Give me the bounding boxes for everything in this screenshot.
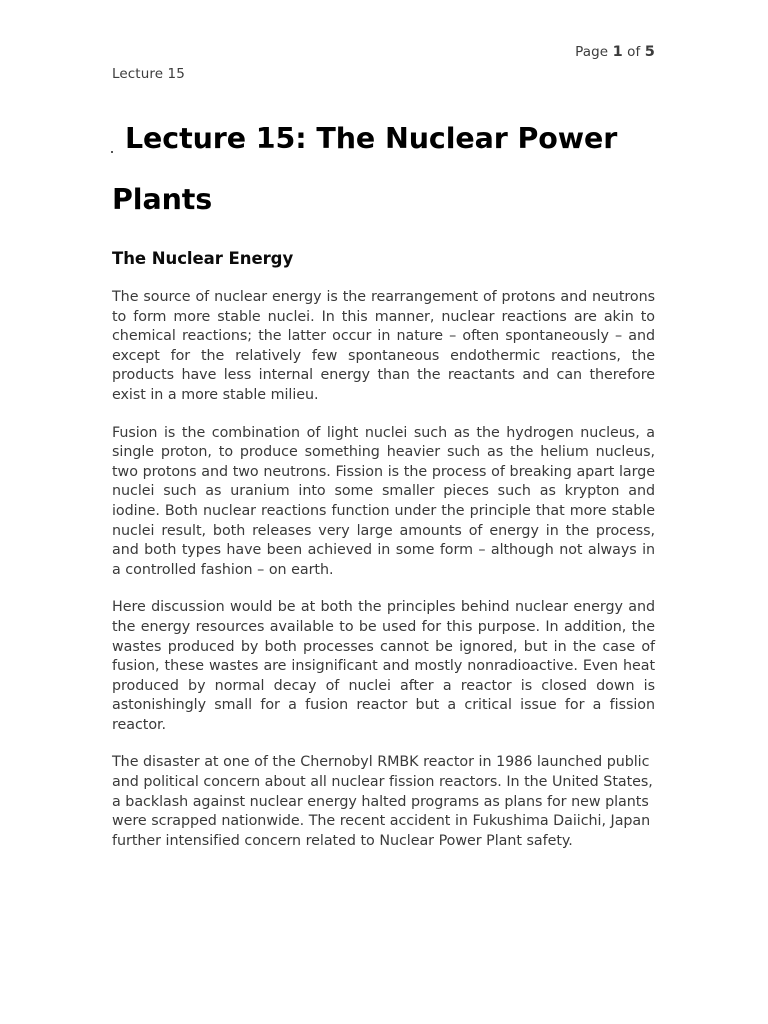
page-count-current: 1 — [612, 44, 623, 60]
page-count-indicator — [575, 44, 655, 60]
document-body — [112, 108, 655, 851]
page-count-of: of — [627, 44, 641, 60]
section-heading-nuclear-energy: The Nuclear Energy — [112, 249, 294, 268]
paragraph-1: The source of nuclear energy is the rearrangement of protons and neutrons to form more stable nuclei. In this manner, nuclear reactions are akin to chemical reactions; the latter occur in nature – often spontaneously – and except for the relatively few spontaneous endothermic reactions, the products have less internal energy than the reactants and can therefore exist in a more stable milieu. — [112, 289, 655, 403]
paragraph-3: Here discussion would be at both the principles behind nuclear energy and the energy resources available to be used for this purpose. In addition, the wastes produced by both processes cannot be ignored, but in the case of fusion, these wastes are insignificant and mostly nonradioactive. Even heat produced by normal decay of nuclei after a reactor is closed down is astonishingly small for a fusion reactor but a critical issue for a fission reactor. — [112, 599, 655, 733]
header-lecture-label: Lecture 15 — [112, 66, 185, 82]
paragraph-4: The disaster at one of the Chernobyl RMBK reactor in 1986 launched public and political concern about all nuclear fission reactors. In the United States, a backlash against nuclear energy halted programs as plans for new plants were scrapped nationwide. The recent accident in Fukushima Daiichi, Japan further intensified concern related to Nuclear Power Plant safety. — [112, 754, 653, 849]
page-count-prefix: Page — [575, 44, 609, 60]
page-title: Lecture 15: The Nuclear Power Plants — [112, 122, 618, 216]
page-count-total: 5 — [644, 44, 655, 60]
page-header — [112, 44, 655, 88]
paragraph-2: Fusion is the combination of light nuclei such as the hydrogen nucleus, a single proton, to produce something heavier such as the helium nucleus, two protons and two neutrons. Fission is the process of breaking apart large nuclei such as uranium into some smaller pieces such as krypton and iodine. Both nuclear reactions function under the principle that more stable nuclei result, both releases very large amounts of energy in the process, and both types have been achieved in some form – although not always in a controlled fashion – on earth. — [112, 424, 655, 578]
